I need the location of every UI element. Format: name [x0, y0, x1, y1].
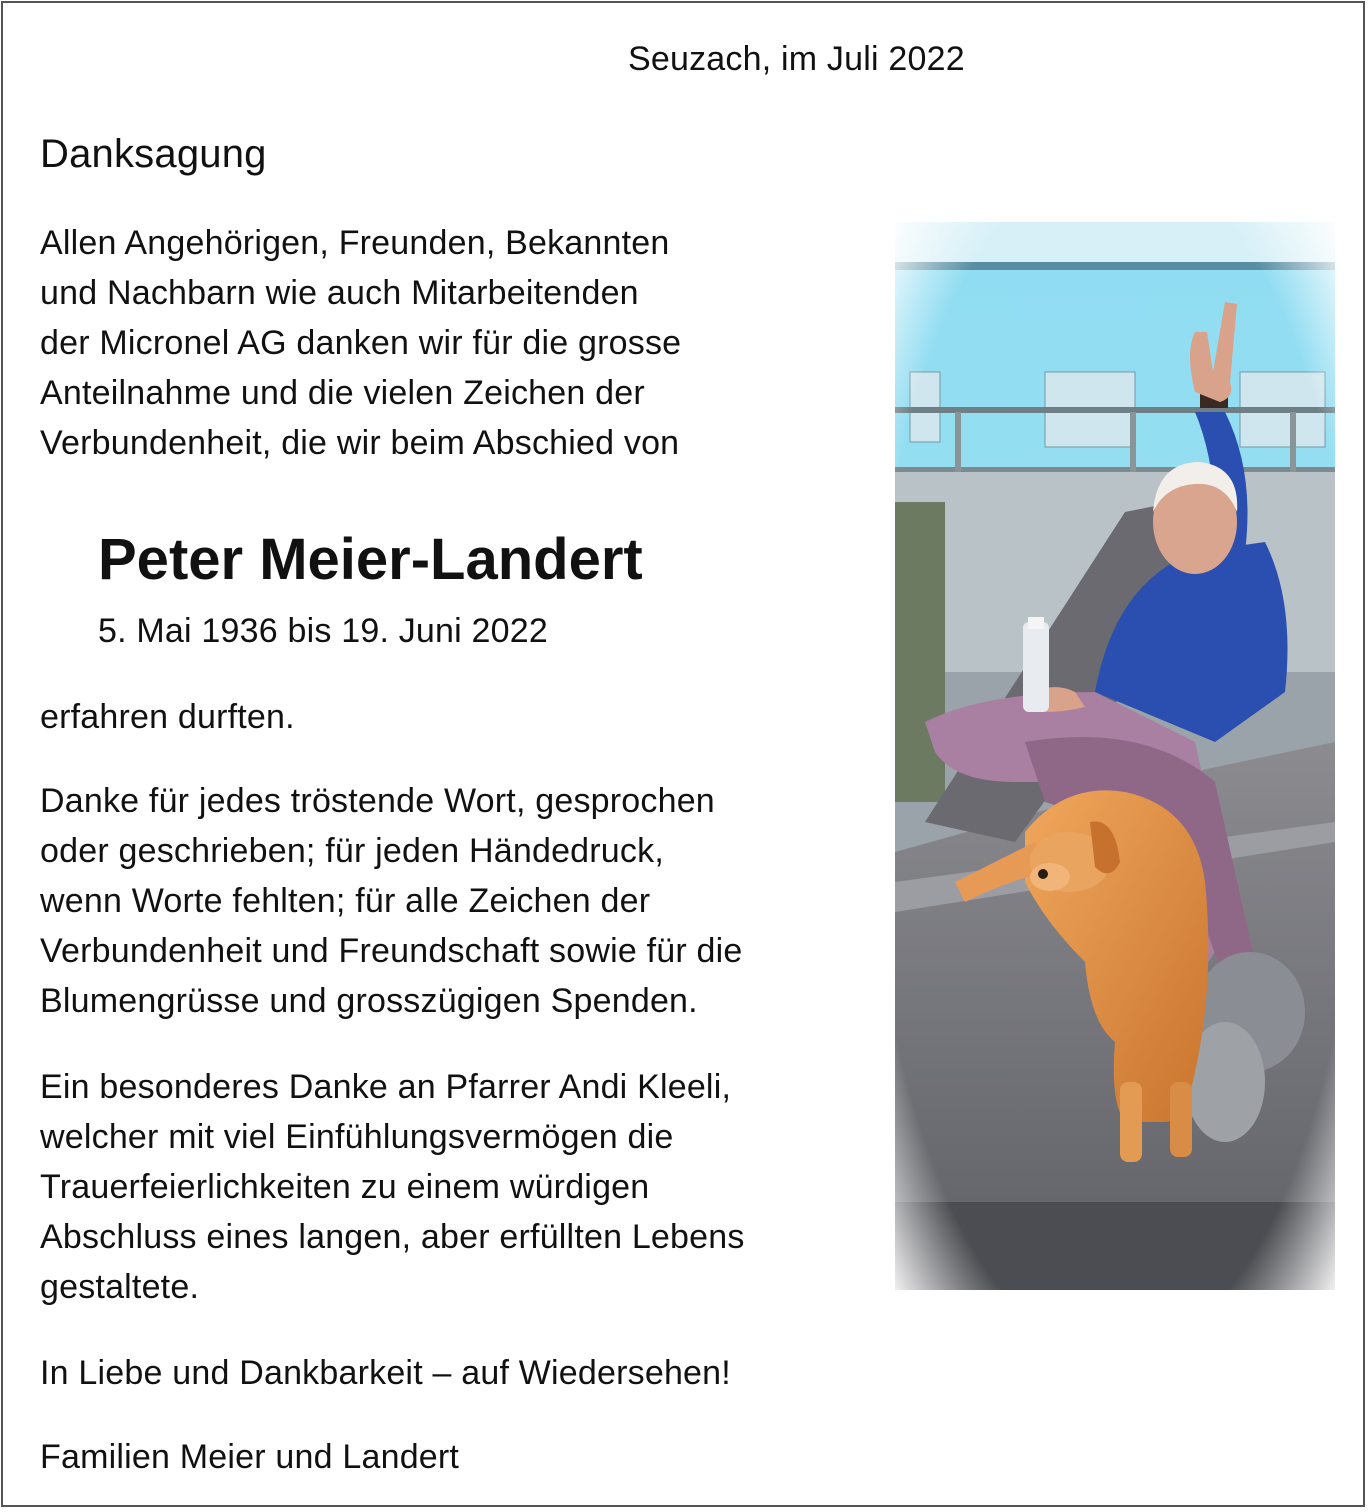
intro-line: Verbundenheit, die wir beim Abschied von — [40, 424, 680, 462]
continuation-text: erfahren durften. — [40, 698, 295, 736]
thanks-line: Blumengrüsse und grosszügigen Spenden. — [40, 982, 698, 1020]
pastor-paragraph — [40, 1062, 745, 1312]
family-signature: Familien Meier und Landert — [40, 1438, 460, 1476]
pastor-line: welcher mit viel Einfühlungsvermögen die — [40, 1118, 674, 1156]
pastor-line: gestaltete. — [40, 1268, 200, 1306]
pastor-line: Ein besonderes Danke an Pfarrer Andi Kleeli, — [40, 1068, 732, 1106]
notice-heading: Danksagung — [40, 132, 267, 176]
intro-paragraph — [40, 218, 681, 468]
intro-line: und Nachbarn wie auch Mitarbeitenden — [40, 274, 639, 312]
thanks-paragraph — [40, 776, 742, 1026]
intro-line: Allen Angehörigen, Freunden, Bekannten — [40, 224, 670, 262]
life-dates: 5. Mai 1936 bis 19. Juni 2022 — [98, 612, 548, 650]
thanks-line: Verbundenheit und Freundschaft sowie für die — [40, 932, 743, 970]
deceased-name: Peter Meier-Landert — [98, 527, 643, 592]
thanks-line: wenn Worte fehlten; für alle Zeichen der — [40, 882, 651, 920]
intro-line: Anteilnahme und die vielen Zeichen der — [40, 374, 645, 412]
thanks-line: Danke für jedes tröstende Wort, gesprochen — [40, 782, 715, 820]
pastor-line: Trauerfeierlichkeiten zu einem würdigen — [40, 1168, 650, 1206]
pastor-line: Abschluss eines langen, aber erfüllten Lebens — [40, 1218, 745, 1256]
thanks-line: oder geschrieben; für jeden Händedruck, — [40, 832, 664, 870]
memorial-photo — [895, 222, 1335, 1290]
intro-line: der Micronel AG danken wir für die grosse — [40, 324, 682, 362]
farewell-line: In Liebe und Dankbarkeit – auf Wiedersehen! — [40, 1354, 731, 1392]
place-date: Seuzach, im Juli 2022 — [628, 40, 965, 78]
